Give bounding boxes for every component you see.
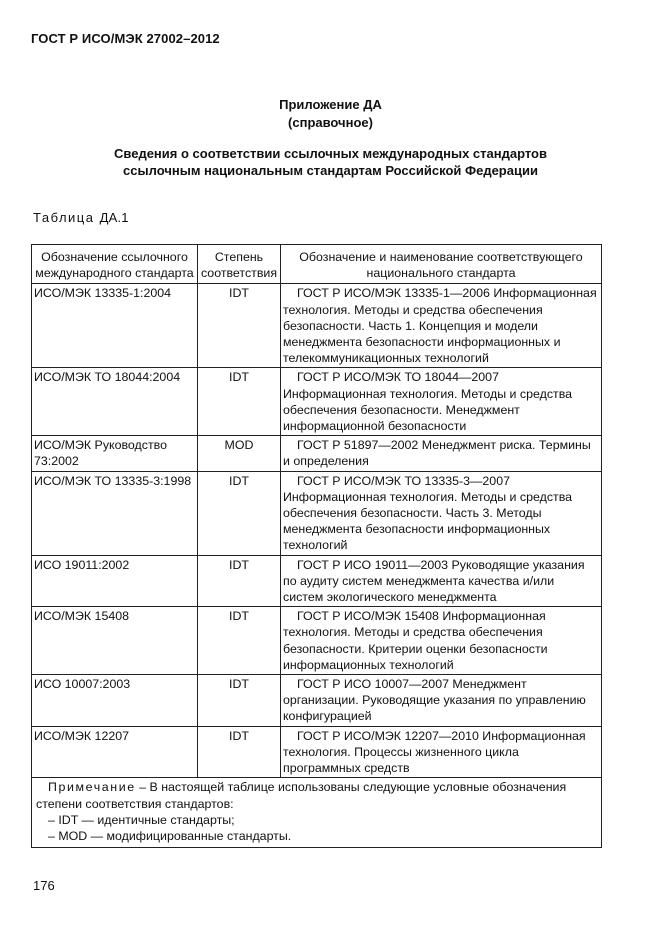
note-item-idt: – IDT — идентичные стандарты; [48,812,235,827]
header-degree: Степень соответствия [198,245,281,284]
document-code-header: ГОСТ Р ИСО/МЭК 27002–2012 [31,31,220,46]
table-caption-prefix: Таблица [33,210,95,225]
table-body [32,284,602,778]
table-row [32,436,602,471]
cell-degree: IDT [198,555,281,607]
cell-national-standard: ГОСТ Р ИСО/МЭК ТО 18044—2007 Информационная технология. Методы и средства обеспечения безопасности. Менеджмент информационной безопасности [281,368,602,436]
table-caption [33,210,129,225]
section-title-line-1: Сведения о соответствии ссылочных международных стандартов [114,146,547,161]
cell-intl-standard: ИСО 19011:2002 [32,555,198,607]
note-first-line [36,779,597,811]
cell-intl-standard: ИСО/МЭК ТО 13335-3:1998 [32,471,198,555]
cell-intl-standard: ИСО/МЭК 15408 [32,607,198,675]
table-row [32,607,602,675]
note-item-mod: – MOD — модифицированные стандарты. [48,828,292,843]
cell-intl-standard: ИСО/МЭК ТО 18044:2004 [32,368,198,436]
cell-national-standard: ГОСТ Р ИСО/МЭК 13335-1—2006 Информационная технология. Методы и средства обеспечения безопасности. Часть 1. Концепция и модели менеджмента безопасности информационных и телекоммуникационных технологий [281,284,602,368]
cell-intl-standard: ИСО/МЭК 13335-1:2004 [32,284,198,368]
table-note [32,778,602,848]
table-header-row [32,245,602,284]
cell-degree: IDT [198,284,281,368]
cell-degree: IDT [198,471,281,555]
table-note-row [32,778,602,848]
cell-national-standard: ГОСТ Р ИСО 10007—2007 Менеджмент организации. Руководящие указания по управлению конфигурацией [281,675,602,727]
page-number: 176 [33,878,55,893]
header-intl-standard: Обозначение ссылочного международного стандарта [32,245,198,284]
cell-degree: IDT [198,726,281,778]
cell-degree: IDT [198,675,281,727]
table-row [32,471,602,555]
table-row [32,284,602,368]
table-row [32,555,602,607]
cell-intl-standard: ИСО 10007:2003 [32,675,198,727]
standards-correspondence-table [31,244,602,848]
cell-degree: IDT [198,607,281,675]
cell-intl-standard: ИСО/МЭК Руководство 73:2002 [32,436,198,471]
table-row [32,726,602,778]
cell-degree: MOD [198,436,281,471]
table-row [32,675,602,727]
table-row [32,368,602,436]
appendix-subtitle: (справочное) [288,115,373,130]
appendix-title: Приложение ДА [279,97,382,112]
cell-national-standard: ГОСТ Р 51897—2002 Менеджмент риска. Термины и определения [281,436,602,471]
header-national-standard: Обозначение и наименование соответствующего национального стандарта [281,245,602,284]
table-caption-number: ДА.1 [99,210,129,225]
cell-national-standard: ГОСТ Р ИСО/МЭК 15408 Информационная технология. Методы и средства обеспечения безопасности. Критерии оценки безопасности информационных технологий [281,607,602,675]
note-text: – В настоящей таблице использованы следующие условные обозначения степени соответствия стандартов: [36,780,567,811]
cell-degree: IDT [198,368,281,436]
cell-national-standard: ГОСТ Р ИСО/МЭК 12207—2010 Информационная технология. Процессы жизненного цикла программных средств [281,726,602,778]
section-title-line-2: ссылочным национальным стандартам Российской Федерации [123,163,538,178]
cell-intl-standard: ИСО/МЭК 12207 [32,726,198,778]
cell-national-standard: ГОСТ Р ИСО 19011—2003 Руководящие указания по аудиту систем менеджмента качества и/или систем экологического менеджмента [281,555,602,607]
cell-national-standard: ГОСТ Р ИСО/МЭК ТО 13335-3—2007 Информационная технология. Методы и средства обеспечения безопасности. Часть 3. Методы менеджмента безопасности информационных технологий [281,471,602,555]
note-lead: Примечание [48,780,136,795]
